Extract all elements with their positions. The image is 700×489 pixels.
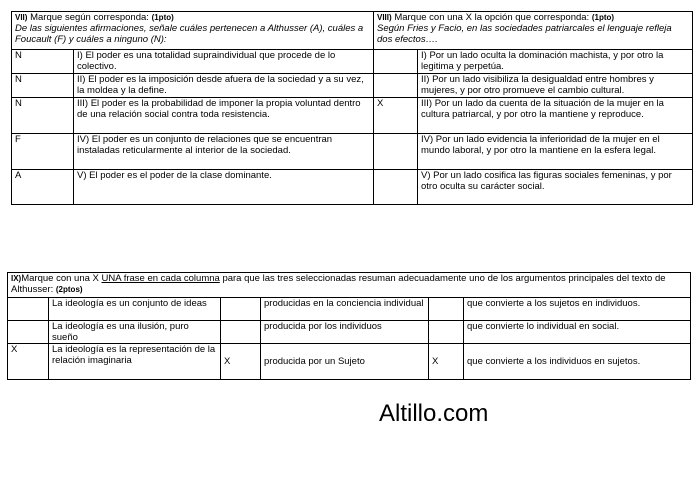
table-row — [8, 321, 691, 344]
q8-option: III) Por un lado da cuenta de la situación de la mujer en la cultura patriarcal, y por otro la mantiene y reproduce. — [418, 98, 693, 134]
q9-title-pre: Marque con una X — [21, 273, 102, 284]
q7-answer-cell[interactable]: N — [12, 50, 74, 74]
q9-mark-col2[interactable] — [221, 298, 261, 321]
q8-answer-cell[interactable]: X — [374, 98, 418, 134]
table-row — [8, 298, 691, 321]
q9-number: IX) — [11, 274, 22, 283]
q9-mark-col3[interactable] — [429, 298, 464, 321]
q9-header — [8, 273, 691, 298]
q8-title: Marque con una X la opción que corresponda: — [394, 12, 590, 23]
q8-answer-cell[interactable] — [374, 134, 418, 170]
q9-phrase-col1: La ideología es un conjunto de ideas — [49, 298, 221, 321]
question-ix-table — [7, 272, 691, 380]
q9-mark-col1[interactable] — [8, 298, 49, 321]
q7-statement: IV) El poder es un conjunto de relaciones que se encuentran instaladas reticularmente al interior de la sociedad. — [74, 134, 374, 170]
q7-title: Marque según corresponda: — [30, 12, 149, 23]
q9-phrase-col2: producida por un Sujeto — [261, 344, 429, 380]
table-row — [12, 50, 693, 74]
q9-mark-col3[interactable] — [429, 321, 464, 344]
q7-answer-cell[interactable]: N — [12, 74, 74, 98]
q7-statement: II) El poder es la imposición desde afuera de la sociedad y a su vez, la moldea y la define. — [74, 74, 374, 98]
q9-points: (2ptos) — [55, 285, 83, 294]
table-header-row — [12, 12, 693, 50]
q8-header — [374, 12, 693, 50]
q7-header — [12, 12, 374, 50]
q8-answer-cell[interactable] — [374, 74, 418, 98]
q9-phrase-col3: que convierte a los individuos en sujetos. — [464, 344, 691, 380]
q7-statement: I) El poder es una totalidad supraindividual que procede de lo colectivo. — [74, 50, 374, 74]
q9-mark-col2[interactable] — [221, 321, 261, 344]
q7-instruction: De las siguientes afirmaciones, señale cuáles pertenecen a Althusser (A), cuáles a Foucault (F) y cuáles a ninguno (N): — [15, 23, 364, 45]
q7-statement: III) El poder es la probabilidad de imponer la propia voluntad dentro de una relación social contra toda resistencia. — [74, 98, 374, 134]
q8-option: I) Por un lado oculta la dominación machista, y por otro la legitima y perpetúa. — [418, 50, 693, 74]
q7-statement: V) El poder es el poder de la clase dominante. — [74, 170, 374, 205]
q9-title-post: para que las tres seleccionadas resuman adecuadamente uno de los argumentos principales del texto de Althusser: — [11, 273, 666, 295]
q9-mark-col1[interactable]: X — [8, 344, 49, 380]
q7-answer-cell[interactable]: F — [12, 134, 74, 170]
questions-vii-viii-table — [11, 11, 693, 205]
q8-option: IV) Por un lado evidencia la inferioridad de la mujer en el mundo laboral, y por otro la mantiene en la esfera legal. — [418, 134, 693, 170]
table-header-row — [8, 273, 691, 298]
q8-number: VIII) — [377, 13, 392, 22]
q9-phrase-col2: producida por los individuos — [261, 321, 429, 344]
table-row — [12, 134, 693, 170]
table-row — [8, 344, 691, 380]
q8-answer-cell[interactable] — [374, 50, 418, 74]
table-row — [12, 74, 693, 98]
q9-phrase-col3: que convierte a los sujetos en individuos. — [464, 298, 691, 321]
q8-option: II) Por un lado visibiliza la desigualdad entre hombres y mujeres, y por otro promueve el cambio cultural. — [418, 74, 693, 98]
q9-phrase-col1: La ideología es una ilusión, puro sueño — [49, 321, 221, 344]
q7-answer-cell[interactable]: N — [12, 98, 74, 134]
table-row — [12, 98, 693, 134]
q8-option: V) Por un lado cosifica las figuras sociales femeninas, y por otro oculta su carácter social. — [418, 170, 693, 205]
q7-answer-cell[interactable]: A — [12, 170, 74, 205]
q8-instruction: Según Fries y Facio, en las sociedades patriarcales el lenguaje refleja dos efectos…. — [377, 23, 672, 45]
q9-title-underlined: UNA frase en cada columna — [101, 273, 220, 284]
q9-phrase-col3: que convierte lo individual en social. — [464, 321, 691, 344]
q8-points: (1pto) — [591, 13, 615, 22]
q9-mark-col1[interactable] — [8, 321, 49, 344]
q7-number: VII) — [15, 13, 28, 22]
q9-mark-col3[interactable]: X — [429, 344, 464, 380]
q9-mark-col2[interactable]: X — [221, 344, 261, 380]
q9-phrase-col1: La ideología es la representación de la relación imaginaria — [49, 344, 221, 380]
q9-phrase-col2: producidas en la conciencia individual — [261, 298, 429, 321]
q7-points: (1pto) — [151, 13, 174, 22]
q8-answer-cell[interactable] — [374, 170, 418, 205]
table-row — [12, 170, 693, 205]
brand-watermark: Altillo.com — [379, 400, 489, 427]
